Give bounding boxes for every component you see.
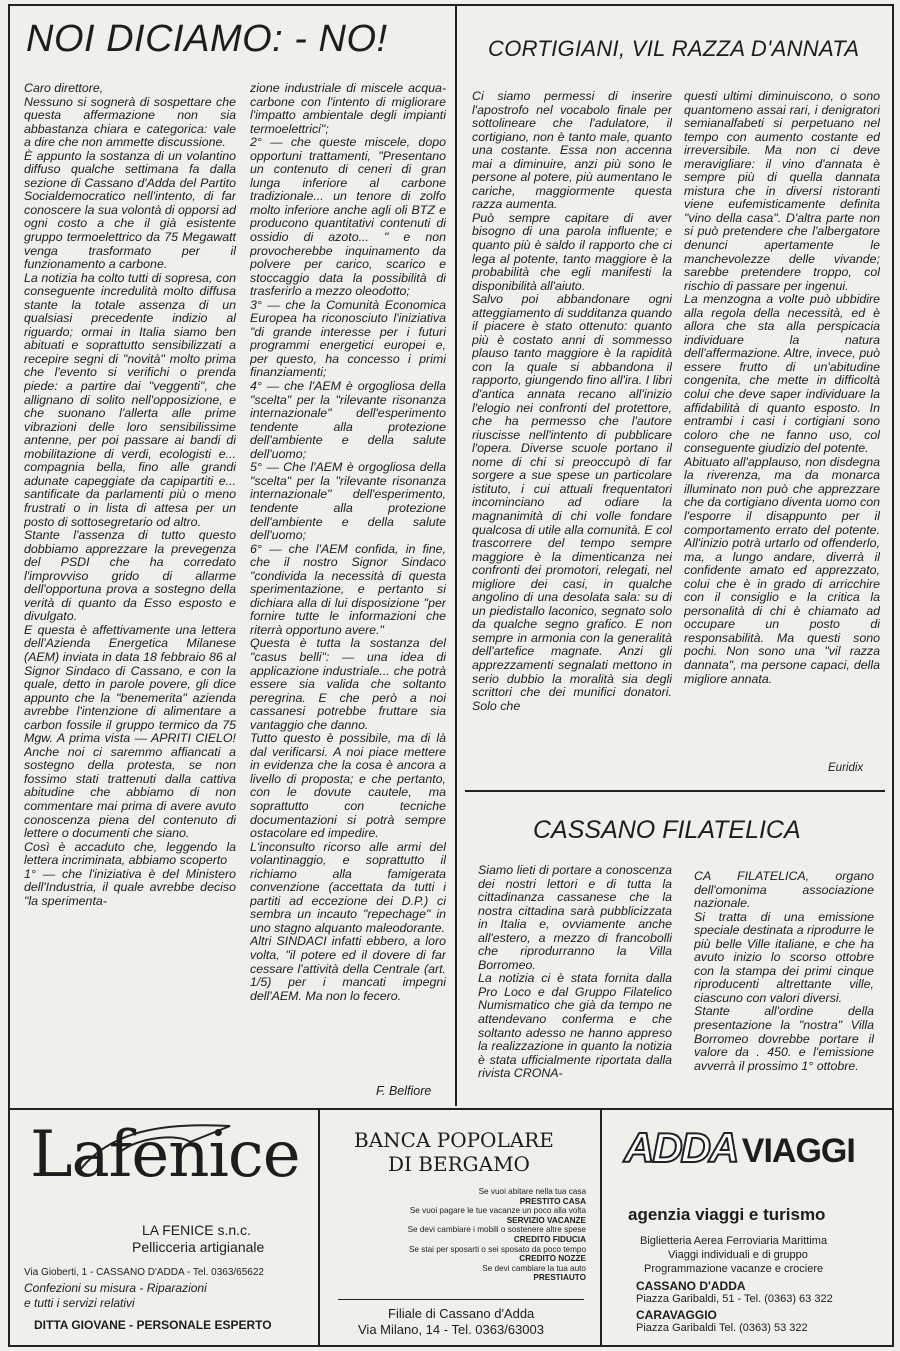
banca-service-q-5: Se devi cambiare la tua auto xyxy=(482,1263,586,1273)
cortigiani-column-1: Ci siamo permessi di inserire l'apostrofo nel vocabolo finale per sottolineare che l'adulatore, il cortigiano, non è tanto male, quanto una costante. Essa non accenna mai a diminuire, anzi più sono le persone al potere, più aumentano le cariche, maggiormente questa razza aumenta. Può sempre capitare di aver bisogno di una parola influente; e quanto più è saldo il rapporto che ci lega al potente, tanto maggiore è la probabilità che egli manifesti la disponibilità all'aiuto. Salvo poi abbandonare ogni atteggiamento di sudditanza quando il piacere è stato ottenuto: quanto più è costato anni di sommesso plauso tanto maggiore è la rapidità con la quale si abbandona il rapporto, giungendo fino all'ira. I libri d'antica annata recano all'inizio l'elogio nei confronti del protettore, che ha permesso che l'autore riuscisse nell'intento di pubblicare l'opera. Diverse scuole portano il nome di chi si preoccupò di far sorgere a sue spese un particolare istituto, i cui attuali frequentatori incominciano ad odiare la magnanimità di chi volle fondare qualcosa di utile alla comunità. E col trascorrere del tempo sempre maggiore è la dimenticanza nei confronti dei promotori, relegati, nel migliore dei casi, in qualche angolino di una desolata sala: su di un piedistallo laconico, segnato solo da qualche segno grafico. E non sempre in armonia con la generalità dell'artefice magnate. Anzi gli apprezzamenti segnalati mettono in serio dubbio la moralità sia degli scrittori che dei munifici donatori. Solo che xyxy=(472,90,672,713)
adda-address-1: Piazza Garibaldi, 51 - Tel. (0363) 63 322 xyxy=(636,1293,833,1305)
banca-name-1: BANCA POPOLARE xyxy=(354,1128,554,1152)
filatelica-column-1: Siamo lieti di portare a conoscenza dei nostri lettori e di tutta la cittadinanza cassanese che la nostra cittadina sarà pubblicizzata in Italia e, ovviamente anche all'estero, a mezzo di francobolli che riprodurranno la Villa Borromeo. La notizia ci è stata fornita dalla Pro Loco e dal Gruppo Filatelico Numismatico che già da tempo ne attendevano conferma e che soltanto adesso ne hanno appreso la realizzazione in quanto la notizia è stata ufficialmente riportata dalla rivista CRONA- xyxy=(478,864,672,1081)
noi-column-1: Caro direttore, Nessuno si sognerà di sospettare che questa affermazione non sia abbastanza chiara e categorica: vale a dire che non ammette discussione. È appunto la sostanza di un volantino diffuso qualche settimana fa dalla sezione di Cassano d'Adda del Partito Socialdemocratico nell'intento, di far conoscere la sua volontà di opporsi ad ogni costo a che il già esistente gruppo termoelettrico da 75 Megawatt venga trasformato per il funzionamento a carbone. La notizia ha colto tutti di sopresa, con conseguente incredulità molto diffusa stante la totale assenza di un qualsiasi precedente indizio al riguardo; ormai in Italia siamo ben abituati e soprattutto sensibilizzati a recepire segni di "novità" molto prima che l'evento si verifichi o prenda piede: a partire dai "veggenti", che allignano di solito nell'opposizione, e che suonano l'allerta alle prime vibrazioni delle loro sensibilissime antenne, per poi passare ai bandi di mobilitazione di verdi, ecologisti e... compagnia bella, fino alle grandi adunate capeggiate da capipartiti e... santificate da parlamenti più o meno frustrati o in lista di attesa per un posto di sottosegretario od altro. Stante l'assenza di tutto questo dobbiamo apprezzare la prevegenza del PSDI che ha corredato l'improvviso grido di allarme dell'opportuna prova a sostegno della verità di quanto da Esso esposto e divulgato. E questa è affettivamente una lettera dell'Azienda Energetica Milanese (AEM) inviata in data 18 febbraio 86 al Signor Sindaco di Cassano, e con la quale, detto in parole povere, gli dice appunto che la "benemerita" azienda avrebbe l'intenzione di alimentare a carbon fossile il gruppo termico da 75 Mgw. A prima vista — APRITI CIELO! Anche noi ci saremmo affiancati a sostegno della protesta, se non fossimo stati trattenuti dalla cattiva abitudine che abbiamo di non commentare mai prima di avere avuto conoscenza piena del contenuto di lettere o documenti che siano. Così è accaduto che, leggendo la lettera incriminata, abbiamo scoperto 1° — che l'iniziativa è del Ministero dell'Industria, il quale avrebbe deciso "la sperimenta- xyxy=(24,82,236,908)
cortigiani-title: CORTIGIANI, VIL RAZZA D'ANNATA xyxy=(488,36,860,61)
ad-divider-1 xyxy=(318,1108,320,1346)
cortigiani-column-2: questi ultimi diminuiscono, o sono quantomeno assai rari, i denigratori semianalfabeti si perpetuano nel tempo con aumento costante ed irreversibile. Ma non ci deve meravigliare: il vino d'annata è sempre più di quella dannata mistura che in diversi ristoranti viene eufemisticamente definita "vino della casa". D'altra parte non si può pretendere che l'albergatore denunci apertamente le manchevolezze delle vivande; sarebbe pretendere troppo, col rischio di passare per ingenui. La menzogna a volte può ubbidire alla regola della necessità, ed è allora che sta alla perspicacia individuare la natura dell'affermazione. Altre, invece, può essere frutto di un'abitudine congenita, che mette in difficoltà colui che deve saper individuare la affidabilità di quanto esposto. In entrambi i casi i cortigiani sono coloro che ne fanno uso, col conseguente giudizio del potente. Abituato all'applauso, non disdegna la riverenza, ma da monarca illuminato non può che apprezzare che da cortigiano diventa uomo con l'esporre il disappunto per il comportamento errato del potente. All'inizio potrà urtarlo od offenderlo, ma, a lungo andare, diverrà il confidente amato ed apprezzato, colui che è in grado di arricchire con il consiglio e la critica la personalità di chi è chiamato ad occupare un posto di responsabilità. Ma questi sono pochi. Non sono una "vil razza dannata", ma persone capaci, della migliore annata. xyxy=(684,90,880,686)
adda-line-3: Programmazione vacanze e crociere xyxy=(644,1263,824,1275)
banca-service-a-4: CREDITO NOZZE xyxy=(519,1254,586,1264)
noi-column-2: zione industriale di miscele acqua-carbone con l'intento di migliorare l'impatto ambientale degli impianti termoelettrici"; 2° — che queste miscele, dopo opportuni trattamenti, "Presentano un contenuto di ceneri di gran lunga inferiore al carbone tradizionale... un tenore di zolfo molto inferiore anche agli oli BTZ e producono quantitativi contenuti di ossidio di azoto... " e non provocherebbe inquinamento da polvere per carico, scarico e stoccaggio data la possibilità di trasferirlo a mezzo oleodotto; 3° — che la Comunità Economica Europea ha riconosciuto l'iniziativa "di grande interesse per i futuri programmi energetici europei e, per questo, ha concesso i primi finanziamenti; 4° — che l'AEM è orgogliosa della "scelta" per la "rilevante risonanza internazionale" dell'esperimento tendente alla protezione dell'ambiente e della salute dell'uomo; 5° — Che l'AEM è orgogliosa della "scelta" per la "rilevante risonanza internazionale" dell'esperimento, tendente alla protezione dell'ambiente e della salute dell'uomo; 6° — che l'AEM confida, in fine, che il nostro Signor Sindaco "condivida la necessità di questa sperimentazione, e pertanto si dichiara alla di lui disposizione "per fornire tutte le informazioni che riterrà opportuno avere." Questa è tutta la sostanza del "casus belli": — una idea di applicazione industriale... che potrà essere sia valida che soltanto peregrina. E che però a noi cassanesi potrebbe fruttare sia vantaggio che danno. Tutto questo è possibile, ma di là dal verificarsi. A noi piace mettere in evidenza che la cosa è ancora a livello di proposta; e che pertanto, con le dovute cautele, ma soprattutto con tecniche documentazioni si potrà sempre ostacolare ed impedire. L'inconsulto ricorso alle armi del volantinaggio, e soprattutto il richiamo alla famigerata convenzione (accettata da tutti i partiti ad eccezione dei D.P.) ci sembra un incauto "repechage" in uno stagno alquanto maleodorante. Altri SINDACI infatti ebbero, a loro volta, "il potere ed il dovere di far cessare l'attività della Centrale (art. 1/5) per i mancati impegni dell'AEM. Ma non lo fecero. xyxy=(250,82,446,1003)
adda-tagline: agenzia viaggi e turismo xyxy=(628,1205,826,1224)
filatelica-top-rule xyxy=(465,790,885,792)
banca-service-a-1: PRESTITO CASA xyxy=(519,1196,586,1206)
adda-line-2: Viaggi individuali e di gruppo xyxy=(668,1249,808,1261)
center-divider xyxy=(455,6,457,1106)
banca-service-q-1: Se vuoi abitare nella tua casa xyxy=(478,1187,586,1196)
adda-city-1: CASSANO D'ADDA xyxy=(636,1279,746,1293)
banca-service-a-5: PRESTIAUTO xyxy=(533,1273,586,1283)
fenice-line-1: Confezioni su misura - Riparazioni xyxy=(24,1281,207,1295)
banca-service-a-2: SERVIZIO VACANZE xyxy=(506,1215,586,1225)
banca-service-q-4: Se stai per sposarti o sei sposato da poco tempo xyxy=(408,1244,586,1254)
cortigiani-signature: Euridix xyxy=(828,762,864,774)
fenice-subtitle: Pellicceria artigianale xyxy=(132,1239,265,1255)
adda-address-2: Piazza Garibaldi Tel. (0363) 53 322 xyxy=(636,1322,808,1334)
filatelica-column-2: CA FILATELICA, organo dell'omonima associazione nazionale. Si tratta di una emissione speciale destinata a riprodurre le più belle Ville italiane, e che ha avuto inizio lo scorso ottobre con la stampa dei primi cinque riproducenti altrettante ville, ciascuno con valori diversi. Stante all'ordine della presentazione la "nostra" Villa Borromeo dovrebbe portare il valore da . 450. e l'emissione avverrà il prossimo 1° ottobre. xyxy=(694,870,874,1073)
adda-logo-part-2: VIAGGI xyxy=(741,1132,855,1170)
fenice-company: LA FENICE s.n.c. xyxy=(142,1222,251,1238)
banca-service-a-3: CREDITO FIDUCIA xyxy=(513,1234,586,1244)
banca-branch-1: Filiale di Cassano d'Adda xyxy=(388,1306,535,1321)
ads-top-rule xyxy=(10,1108,892,1110)
fenice-line-2: e tutti i servizi relativi xyxy=(24,1296,135,1310)
noi-title: NOI DICIAMO: - NO! xyxy=(26,18,388,60)
banca-name-2: DI BERGAMO xyxy=(388,1152,530,1176)
banca-branch-2: Via Milano, 14 - Tel. 0363/63003 xyxy=(358,1322,544,1337)
fenice-logo: Lafenice xyxy=(30,1118,300,1192)
adda-logo xyxy=(624,1124,855,1172)
ad-divider-2 xyxy=(600,1108,602,1346)
banca-service-q-3: Se devi cambiare i mobili o sostenere altre spese xyxy=(407,1225,586,1235)
adda-line-1: Biglietteria Aerea Ferroviaria Marittima xyxy=(640,1235,828,1247)
banca-rule xyxy=(338,1299,584,1300)
noi-signature: F. Belfiore xyxy=(376,1084,432,1098)
adda-city-2: CARAVAGGIO xyxy=(636,1308,717,1322)
fenice-footer: DITTA GIOVANE - PERSONALE ESPERTO xyxy=(34,1318,272,1332)
fenice-address: Via Gioberti, 1 - CASSANO D'ADDA - Tel. 0363/65622 xyxy=(24,1267,264,1278)
banca-services xyxy=(326,1187,586,1283)
adda-logo-part-1: ADDA xyxy=(624,1124,738,1171)
filatelica-title: CASSANO FILATELICA xyxy=(533,816,801,844)
banca-service-q-2: Se vuoi pagare le tue vacanze un poco alla volta xyxy=(409,1206,586,1216)
